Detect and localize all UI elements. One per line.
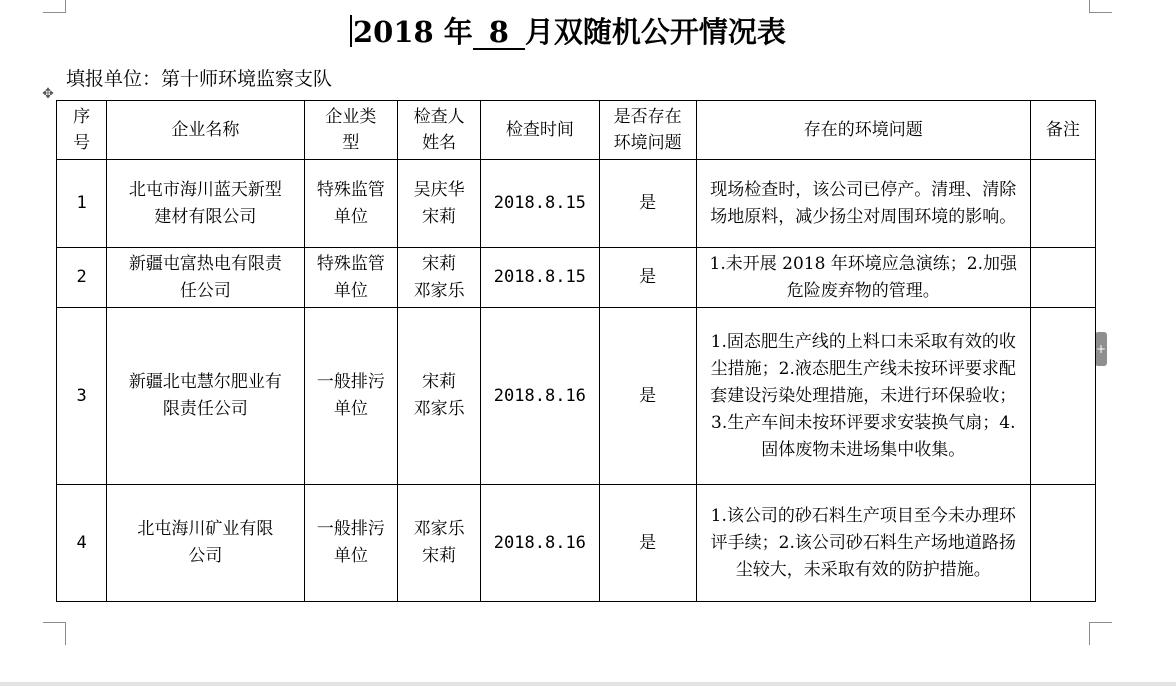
cell-issues: 1.该公司的砂石料生产项目至今未办理环评手续；2.该公司砂石料生产场地道路扬尘较大，未采取有效的防护措施。 (696, 485, 1030, 602)
title-suffix: 月双随机公开情况表 (524, 15, 786, 49)
cell-company: 北屯市海川蓝天新型建材有限公司 (107, 160, 305, 248)
cell-type: 特殊监管单位 (304, 160, 397, 248)
title-month: 8 (473, 16, 525, 50)
header-inspectors: 检查人姓名 (397, 101, 480, 160)
document-title[interactable] (350, 12, 786, 52)
filing-unit: 填报单位：第十师环境监察支队 (66, 68, 333, 90)
header-company: 企业名称 (107, 101, 305, 160)
table-row (57, 248, 1096, 308)
table-row (57, 308, 1096, 485)
cell-company: 新疆屯富热电有限责任公司 (107, 248, 305, 308)
table-row (57, 485, 1096, 602)
header-remark: 备注 (1030, 101, 1095, 160)
cell-no: 4 (57, 485, 107, 602)
page-corner-bottom-right (1089, 622, 1112, 645)
cell-has-issue: 是 (599, 248, 696, 308)
header-issues: 存在的环境问题 (696, 101, 1030, 160)
move-icon[interactable]: ✥ (42, 86, 54, 102)
cell-remark (1030, 308, 1095, 485)
header-type: 企业类型 (304, 101, 397, 160)
header-has-issue: 是否存在环境问题 (599, 101, 696, 160)
cell-issues: 现场检查时，该公司已停产。清理、清除场地原料，减少扬尘对周围环境的影响。 (696, 160, 1030, 248)
cell-no: 2 (57, 248, 107, 308)
add-row-icon[interactable]: + (1095, 332, 1107, 366)
cell-no: 1 (57, 160, 107, 248)
title-prefix: 2018 年 (353, 15, 473, 49)
table-row (57, 160, 1096, 248)
cell-has-issue: 是 (599, 308, 696, 485)
page-corner-top-left (43, 0, 66, 13)
cell-no: 3 (57, 308, 107, 485)
cell-inspectors: 宋莉 邓家乐 (397, 248, 480, 308)
header-date: 检查时间 (481, 101, 599, 160)
cell-date: 2018.8.15 (481, 248, 599, 308)
cell-company: 新疆北屯慧尔肥业有限责任公司 (107, 308, 305, 485)
cell-remark (1030, 248, 1095, 308)
page-corner-top-right (1089, 0, 1112, 13)
cell-date: 2018.8.16 (481, 485, 599, 602)
cell-inspectors: 吴庆华 宋莉 (397, 160, 480, 248)
cell-date: 2018.8.15 (481, 160, 599, 248)
cell-type: 一般排污单位 (304, 308, 397, 485)
header-no: 序号 (57, 101, 107, 160)
page-bottom-edge (0, 682, 1176, 686)
cell-inspectors: 邓家乐 宋莉 (397, 485, 480, 602)
cell-date: 2018.8.16 (481, 308, 599, 485)
cell-remark (1030, 160, 1095, 248)
text-cursor (350, 15, 352, 47)
cell-type: 一般排污单位 (304, 485, 397, 602)
page-corner-bottom-left (43, 622, 66, 645)
table-header-row (57, 101, 1096, 160)
cell-type: 特殊监管单位 (304, 248, 397, 308)
cell-has-issue: 是 (599, 160, 696, 248)
cell-inspectors: 宋莉 邓家乐 (397, 308, 480, 485)
cell-has-issue: 是 (599, 485, 696, 602)
cell-issues: 1.未开展 2018 年环境应急演练；2.加强危险废弃物的管理。 (696, 248, 1030, 308)
cell-company: 北屯海川矿业有限公司 (107, 485, 305, 602)
cell-remark (1030, 485, 1095, 602)
cell-issues: 1.固态肥生产线的上料口未采取有效的收尘措施；2.液态肥生产线未按环评要求配套建设污染处理措施，未进行环保验收；3.生产车间未按环评要求安装换气扇；4.固体废物未进场集中收集。 (696, 308, 1030, 485)
inspection-table (56, 100, 1096, 602)
